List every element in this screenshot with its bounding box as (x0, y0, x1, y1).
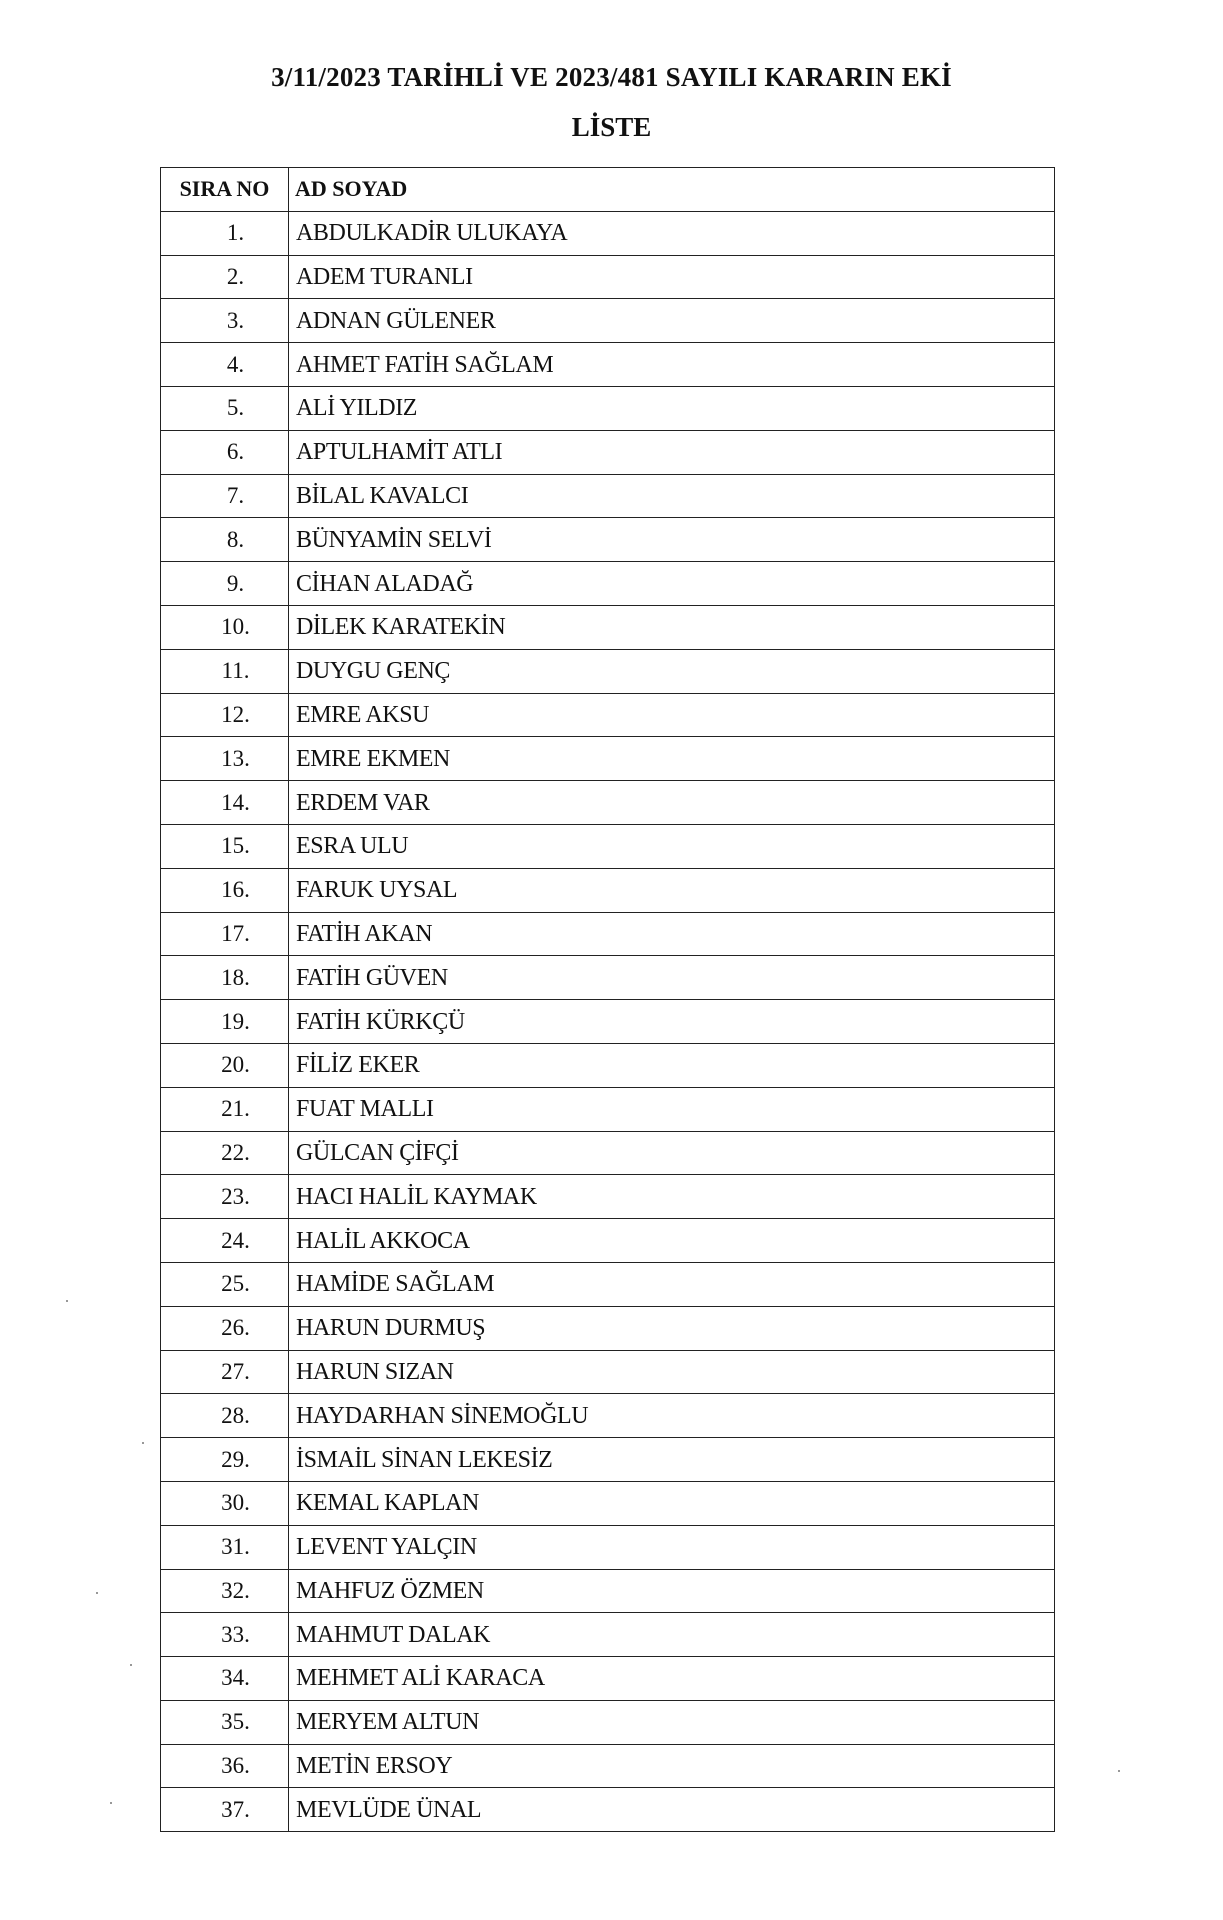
row-name: KEMAL KAPLAN (289, 1481, 1055, 1525)
row-name: FARUK UYSAL (289, 868, 1055, 912)
row-number: 24. (161, 1219, 289, 1263)
row-number: 22. (161, 1131, 289, 1175)
row-number: 30. (161, 1481, 289, 1525)
table-row (161, 1043, 1055, 1087)
table-row (161, 1788, 1055, 1832)
row-number: 18. (161, 956, 289, 1000)
table-row (161, 1087, 1055, 1131)
table-row (161, 1657, 1055, 1701)
table-row (161, 386, 1055, 430)
row-number: 17. (161, 912, 289, 956)
row-number: 32. (161, 1569, 289, 1613)
table-row (161, 518, 1055, 562)
row-name: İSMAİL SİNAN LEKESİZ (289, 1438, 1055, 1482)
scan-speck (1118, 1770, 1120, 1772)
row-number: 27. (161, 1350, 289, 1394)
row-number: 13. (161, 737, 289, 781)
row-name: BİLAL KAVALCI (289, 474, 1055, 518)
table-body (161, 211, 1055, 1831)
row-number: 26. (161, 1306, 289, 1350)
scan-speck (66, 1300, 68, 1302)
table-row (161, 1569, 1055, 1613)
row-number: 11. (161, 649, 289, 693)
table-row (161, 1306, 1055, 1350)
table-row (161, 299, 1055, 343)
table-row (161, 255, 1055, 299)
table-header (161, 168, 1055, 212)
table-row (161, 693, 1055, 737)
row-number: 35. (161, 1700, 289, 1744)
row-name: FATİH AKAN (289, 912, 1055, 956)
table-row (161, 211, 1055, 255)
scan-speck (130, 1664, 132, 1666)
table-row (161, 562, 1055, 606)
row-name: ADEM TURANLI (289, 255, 1055, 299)
row-name: BÜNYAMİN SELVİ (289, 518, 1055, 562)
table-row (161, 605, 1055, 649)
table-row (161, 649, 1055, 693)
row-number: 16. (161, 868, 289, 912)
table-row (161, 1438, 1055, 1482)
header-sira-no: SIRA NO (161, 168, 289, 212)
row-number: 8. (161, 518, 289, 562)
row-name: FATİH GÜVEN (289, 956, 1055, 1000)
row-number: 3. (161, 299, 289, 343)
table-row (161, 1744, 1055, 1788)
row-name: GÜLCAN ÇİFÇİ (289, 1131, 1055, 1175)
row-name: ERDEM VAR (289, 781, 1055, 825)
row-name: ABDULKADİR ULUKAYA (289, 211, 1055, 255)
table-row (161, 1481, 1055, 1525)
table-row (161, 781, 1055, 825)
row-name: AHMET FATİH SAĞLAM (289, 343, 1055, 387)
row-name: EMRE AKSU (289, 693, 1055, 737)
table-row (161, 1613, 1055, 1657)
row-name: ALİ YILDIZ (289, 386, 1055, 430)
header-row (161, 168, 1055, 212)
row-number: 23. (161, 1175, 289, 1219)
table-row (161, 1262, 1055, 1306)
scan-speck (142, 1442, 144, 1444)
row-number: 28. (161, 1394, 289, 1438)
row-name: ADNAN GÜLENER (289, 299, 1055, 343)
row-name: LEVENT YALÇIN (289, 1525, 1055, 1569)
row-number: 36. (161, 1744, 289, 1788)
row-name: MEVLÜDE ÜNAL (289, 1788, 1055, 1832)
table-row (161, 1700, 1055, 1744)
row-name: EMRE EKMEN (289, 737, 1055, 781)
table-row (161, 956, 1055, 1000)
row-name: HAYDARHAN SİNEMOĞLU (289, 1394, 1055, 1438)
table-row (161, 1525, 1055, 1569)
table-row (161, 430, 1055, 474)
row-name: ESRA ULU (289, 824, 1055, 868)
row-number: 15. (161, 824, 289, 868)
table-row (161, 912, 1055, 956)
table-row (161, 868, 1055, 912)
row-number: 29. (161, 1438, 289, 1482)
row-name: HARUN DURMUŞ (289, 1306, 1055, 1350)
row-name: CİHAN ALADAĞ (289, 562, 1055, 606)
table-row (161, 343, 1055, 387)
row-number: 6. (161, 430, 289, 474)
row-name: APTULHAMİT ATLI (289, 430, 1055, 474)
header-ad-soyad: AD SOYAD (289, 168, 1055, 212)
table-row (161, 1394, 1055, 1438)
page-title: 3/11/2023 TARİHLİ VE 2023/481 SAYILI KARARIN EKİ (271, 62, 952, 92)
row-name: MAHFUZ ÖZMEN (289, 1569, 1055, 1613)
row-name: HARUN SIZAN (289, 1350, 1055, 1394)
row-name: DİLEK KARATEKİN (289, 605, 1055, 649)
row-name: FATİH KÜRKÇÜ (289, 1000, 1055, 1044)
row-name: FUAT MALLI (289, 1087, 1055, 1131)
row-number: 25. (161, 1262, 289, 1306)
row-number: 12. (161, 693, 289, 737)
table-row (161, 1350, 1055, 1394)
row-number: 31. (161, 1525, 289, 1569)
row-number: 34. (161, 1657, 289, 1701)
row-name: HAMİDE SAĞLAM (289, 1262, 1055, 1306)
scan-speck (110, 1802, 112, 1804)
page-subtitle: LİSTE (571, 112, 652, 142)
row-number: 5. (161, 386, 289, 430)
scan-speck (96, 1592, 98, 1594)
table-row (161, 1219, 1055, 1263)
row-name: DUYGU GENÇ (289, 649, 1055, 693)
row-number: 20. (161, 1043, 289, 1087)
row-name: HACI HALİL KAYMAK (289, 1175, 1055, 1219)
row-name: MERYEM ALTUN (289, 1700, 1055, 1744)
row-name: MAHMUT DALAK (289, 1613, 1055, 1657)
row-number: 2. (161, 255, 289, 299)
row-number: 7. (161, 474, 289, 518)
table-row (161, 1000, 1055, 1044)
row-number: 4. (161, 343, 289, 387)
row-name: HALİL AKKOCA (289, 1219, 1055, 1263)
name-list-table (160, 167, 1055, 1832)
row-number: 1. (161, 211, 289, 255)
table-row (161, 1175, 1055, 1219)
row-number: 14. (161, 781, 289, 825)
row-name: MEHMET ALİ KARACA (289, 1657, 1055, 1701)
table-row (161, 737, 1055, 781)
row-number: 10. (161, 605, 289, 649)
row-number: 33. (161, 1613, 289, 1657)
table-row (161, 1131, 1055, 1175)
table-row (161, 824, 1055, 868)
row-name: METİN ERSOY (289, 1744, 1055, 1788)
table-row (161, 474, 1055, 518)
row-number: 9. (161, 562, 289, 606)
row-name: FİLİZ EKER (289, 1043, 1055, 1087)
row-number: 21. (161, 1087, 289, 1131)
row-number: 37. (161, 1788, 289, 1832)
row-number: 19. (161, 1000, 289, 1044)
